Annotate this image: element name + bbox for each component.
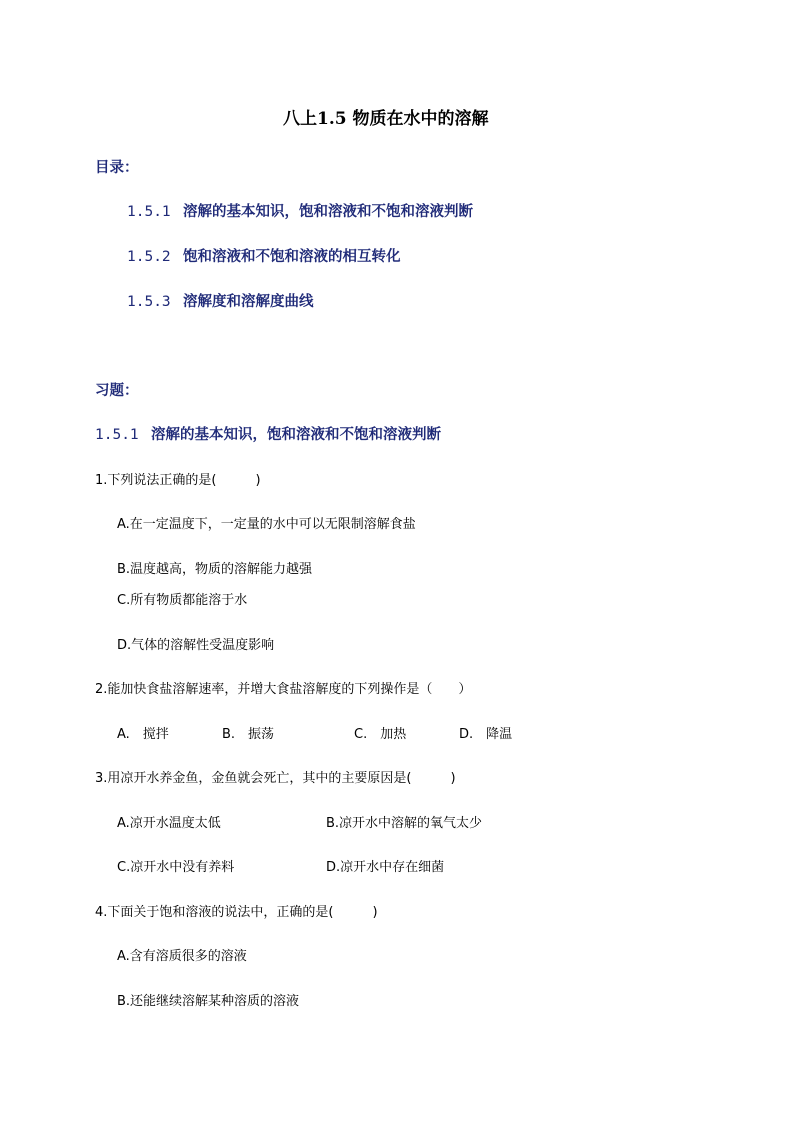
question-1-option-d[interactable]: D.气体的溶解性受温度影响 — [117, 638, 275, 653]
question-3-option-b[interactable]: B.凉开水中溶解的氧气太少 — [326, 816, 483, 831]
question-3-stem: 3.用凉开水养金鱼，金鱼就会死亡，其中的主要原因是( ) — [95, 771, 456, 786]
question-2-options — [0, 723, 794, 743]
toc-item-text: 溶解度和溶解度曲线 — [183, 294, 314, 310]
toc-item-text: 饱和溶液和不饱和溶液的相互转化 — [183, 249, 401, 265]
question-3-option-a[interactable]: A.凉开水温度太低 — [117, 816, 221, 831]
question-4-option-a[interactable]: A.含有溶质很多的溶液 — [117, 949, 247, 964]
question-2-option-c[interactable]: C. 加热 — [354, 727, 407, 742]
question-2-stem: 2.能加快食盐溶解速率，并增大食盐溶解度的下列操作是（ ） — [95, 682, 472, 697]
section-heading — [95, 423, 441, 444]
section-text: 溶解的基本知识，饱和溶液和不饱和溶液判断 — [151, 427, 441, 443]
question-1-stem: 1.下列说法正确的是( ) — [95, 473, 261, 488]
question-1-option-b[interactable]: B.温度越高，物质的溶解能力越强 — [117, 562, 313, 577]
toc-label: 目录： — [95, 160, 139, 176]
question-3-option-d[interactable]: D.凉开水中存在细菌 — [326, 860, 445, 875]
question-2-option-a[interactable]: A. 搅拌 — [117, 727, 169, 742]
toc-item-number: 1.5.1 — [127, 204, 171, 220]
toc-item-2[interactable] — [127, 245, 401, 266]
question-1-option-c[interactable]: C.所有物质都能溶于水 — [117, 593, 248, 608]
question-2-option-d[interactable]: D. 降温 — [459, 727, 513, 742]
toc-item-text: 溶解的基本知识，饱和溶液和不饱和溶液判断 — [183, 204, 473, 220]
question-3-option-c[interactable]: C.凉开水中没有养料 — [117, 860, 235, 875]
toc-item-number: 1.5.3 — [127, 294, 171, 310]
toc-item-1[interactable] — [127, 200, 473, 221]
question-4-option-b[interactable]: B.还能继续溶解某种溶质的溶液 — [117, 994, 300, 1009]
question-1-option-a[interactable]: A.在一定温度下，一定量的水中可以无限制溶解食盐 — [117, 517, 416, 532]
toc-item-number: 1.5.2 — [127, 249, 171, 265]
page-title: 八上1.5 物质在水中的溶解 — [283, 109, 489, 129]
question-4-stem: 4.下面关于饱和溶液的说法中，正确的是( ) — [95, 905, 378, 920]
section-number: 1.5.1 — [95, 427, 139, 443]
exercises-label: 习题： — [95, 383, 139, 399]
toc-item-3[interactable] — [127, 290, 314, 311]
question-2-option-b[interactable]: B. 振荡 — [222, 727, 275, 742]
